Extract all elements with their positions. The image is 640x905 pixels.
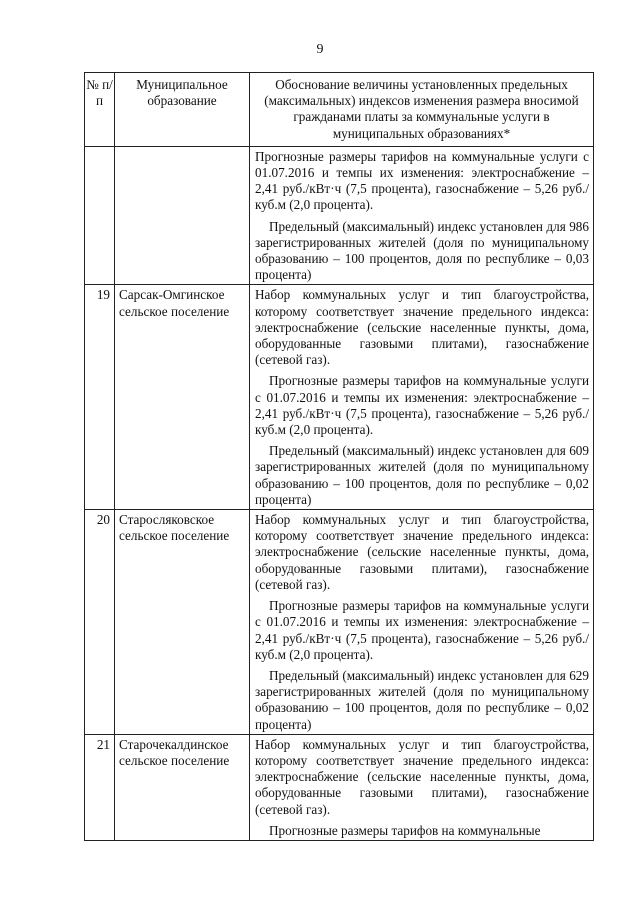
justification-paragraph: Прогнозные размеры тарифов на коммунальные услуги с 01.07.2016 и темпы их изменения: электроснабжение – 2,41 руб./кВт·ч (7,5 процента), газоснабжение – 5,26 руб./куб.м (2,0 процента).: [255, 598, 589, 662]
row-number: [85, 146, 115, 285]
page-number: 9: [316, 42, 324, 57]
continued-text: услуги с 01.07.2016 и темпы их изменения: электроснабжение – 2,41 руб./кВт·ч (7,5 процента), газоснабжение – 5,26 руб./куб.м (2,0 процента).: [255, 148, 590, 213]
row-justification: [250, 510, 594, 735]
justification-paragraph: Набор коммунальных услуг и тип благоустройства, которому соответствует значение предельного индекса: электроснабжение (сельские населенные пункты, дома, оборудованные газовыми плитами), газоснабжение (сетевой газ).: [255, 512, 589, 592]
row-municipality: [115, 146, 250, 285]
row-municipality: Старочекалдинское сельское поселение: [115, 734, 250, 840]
continued-lead-text: Прогнозные размеры тарифов на коммунальные: [255, 148, 535, 164]
justification-paragraph: Предельный (максимальный) индекс установлен для 986 зарегистрированных жителей (доля по муниципальному образованию – 100 процентов, доля по республике – 0,03 процента): [255, 218, 589, 283]
row-number: 19: [85, 285, 115, 510]
justification-paragraph: Набор коммунальных услуг и тип благоустройства, которому соответствует значение предельного индекса: электроснабжение (сельские населенные пункты, дома, оборудованные газовыми плитами), газоснабжение (сетевой газ).: [255, 287, 589, 368]
row-justification: [250, 285, 594, 510]
row-justification: [250, 734, 594, 840]
row-municipality: Сарсак-Омгинское сельское поселение: [115, 285, 250, 510]
table-row: [85, 146, 594, 285]
header-justification: Обоснование величины установленных предельных (максимальных) индексов изменения размера вносимой гражданами платы за коммунальные услуги в муниципальных образованиях*: [250, 73, 594, 147]
table-row: [85, 510, 594, 735]
justification-paragraph: Прогнозные размеры тарифов на коммунальные услуги с 01.07.2016 и темпы их изменения: электроснабжение – 2,41 руб./кВт·ч (7,5 процента), газоснабжение – 5,26 руб./куб.м (2,0 процента).: [255, 373, 589, 438]
row-municipality: Старосляковское сельское поселение: [115, 510, 250, 735]
row-number: 21: [85, 734, 115, 840]
justification-paragraph: Прогнозные размеры тарифов на коммунальные: [269, 822, 541, 838]
table-row: [85, 734, 594, 840]
header-municipality: Муниципальное образование: [115, 73, 250, 147]
justification-paragraph: [255, 149, 589, 214]
table-header-row: [85, 73, 594, 147]
justification-paragraph: Набор коммунальных услуг и тип благоустройства, которому соответствует значение предельного индекса: электроснабжение (сельские населенные пункты, дома, оборудованные газовыми плитами), газоснабжение (сетевой газ).: [255, 736, 589, 817]
justification-paragraph: Предельный (максимальный) индекс установлен для 609 зарегистрированных жителей (доля по муниципальному образованию – 100 процентов, доля по республике – 0,02 процента): [255, 443, 589, 507]
indices-table: [84, 72, 594, 841]
header-number: № п/п: [85, 73, 115, 147]
row-justification: [250, 146, 594, 285]
row-number: 20: [85, 510, 115, 735]
table-row: [85, 285, 594, 510]
justification-paragraph: Предельный (максимальный) индекс установлен для 629 зарегистрированных жителей (доля по муниципальному образованию – 100 процентов, доля по республике – 0,02 процента): [255, 667, 589, 732]
